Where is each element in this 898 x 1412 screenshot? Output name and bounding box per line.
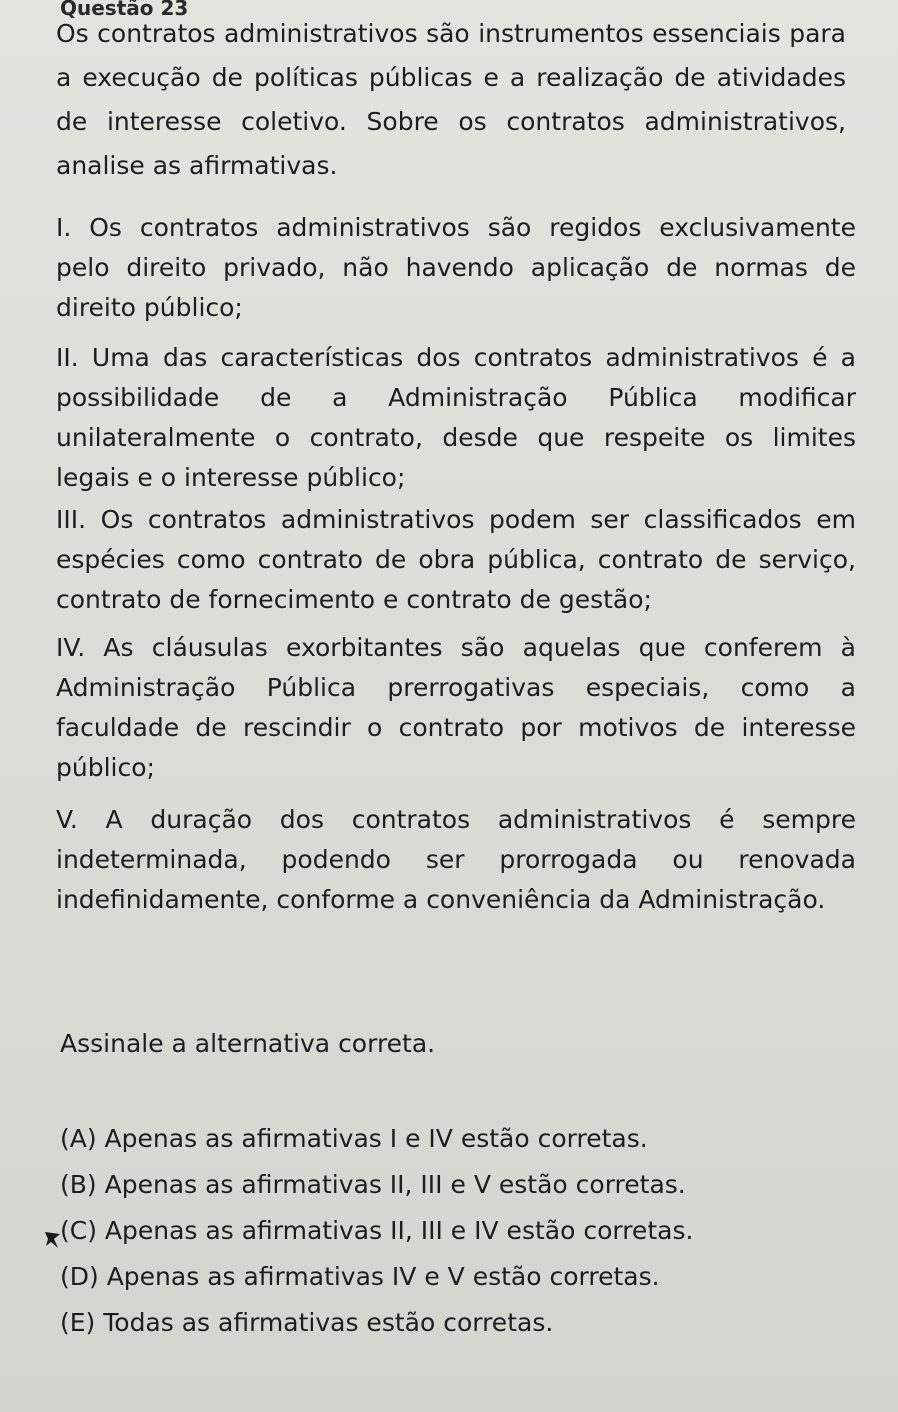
- answer-options: [60, 1116, 860, 1346]
- option-d[interactable]: (D) Apenas as afirmativas IV e V estão corretas.: [60, 1262, 660, 1291]
- option-b[interactable]: (B) Apenas as afirmativas II, III e V estão corretas.: [60, 1170, 686, 1199]
- pen-mark-icon: [42, 1228, 64, 1250]
- option-e[interactable]: (E) Todas as afirmativas estão corretas.: [60, 1308, 554, 1337]
- statement-iv: IV. As cláusulas exorbitantes são aquelas que conferem à Administração Pública prerrogativas especiais, como a faculdade de rescindir o contrato por motivos de interesse público;: [56, 633, 856, 782]
- statement-iii: III. Os contratos administrativos podem ser classificados em espécies como contrato de obra pública, contrato de serviço, contrato de fornecimento e contrato de gestão;: [56, 505, 856, 614]
- instruction-text: Assinale a alternativa correta.: [60, 1029, 436, 1058]
- statement-v: V. A duração dos contratos administrativos é sempre indeterminada, podendo ser prorrogada ou renovada indefinidamente, conforme a conveniência da Administração.: [56, 805, 856, 914]
- question-intro: Os contratos administrativos são instrumentos essenciais para a execução de políticas públicas e a realização de atividades de interesse coletivo. Sobre os contratos administrativos, analise as afirmativas.: [56, 19, 846, 180]
- option-c[interactable]: (C) Apenas as afirmativas II, III e IV estão corretas.: [60, 1216, 694, 1245]
- option-a[interactable]: (A) Apenas as afirmativas I e IV estão corretas.: [60, 1124, 648, 1153]
- statement-ii: II. Uma das características dos contratos administrativos é a possibilidade de a Administração Pública modificar unilateralmente o contrato, desde que respeite os limites legais e o interesse público;: [56, 343, 856, 492]
- statement-i: I. Os contratos administrativos são regidos exclusivamente pelo direito privado, não havendo aplicação de normas de direito público;: [56, 213, 856, 322]
- question-number: Questão 23: [60, 0, 189, 20]
